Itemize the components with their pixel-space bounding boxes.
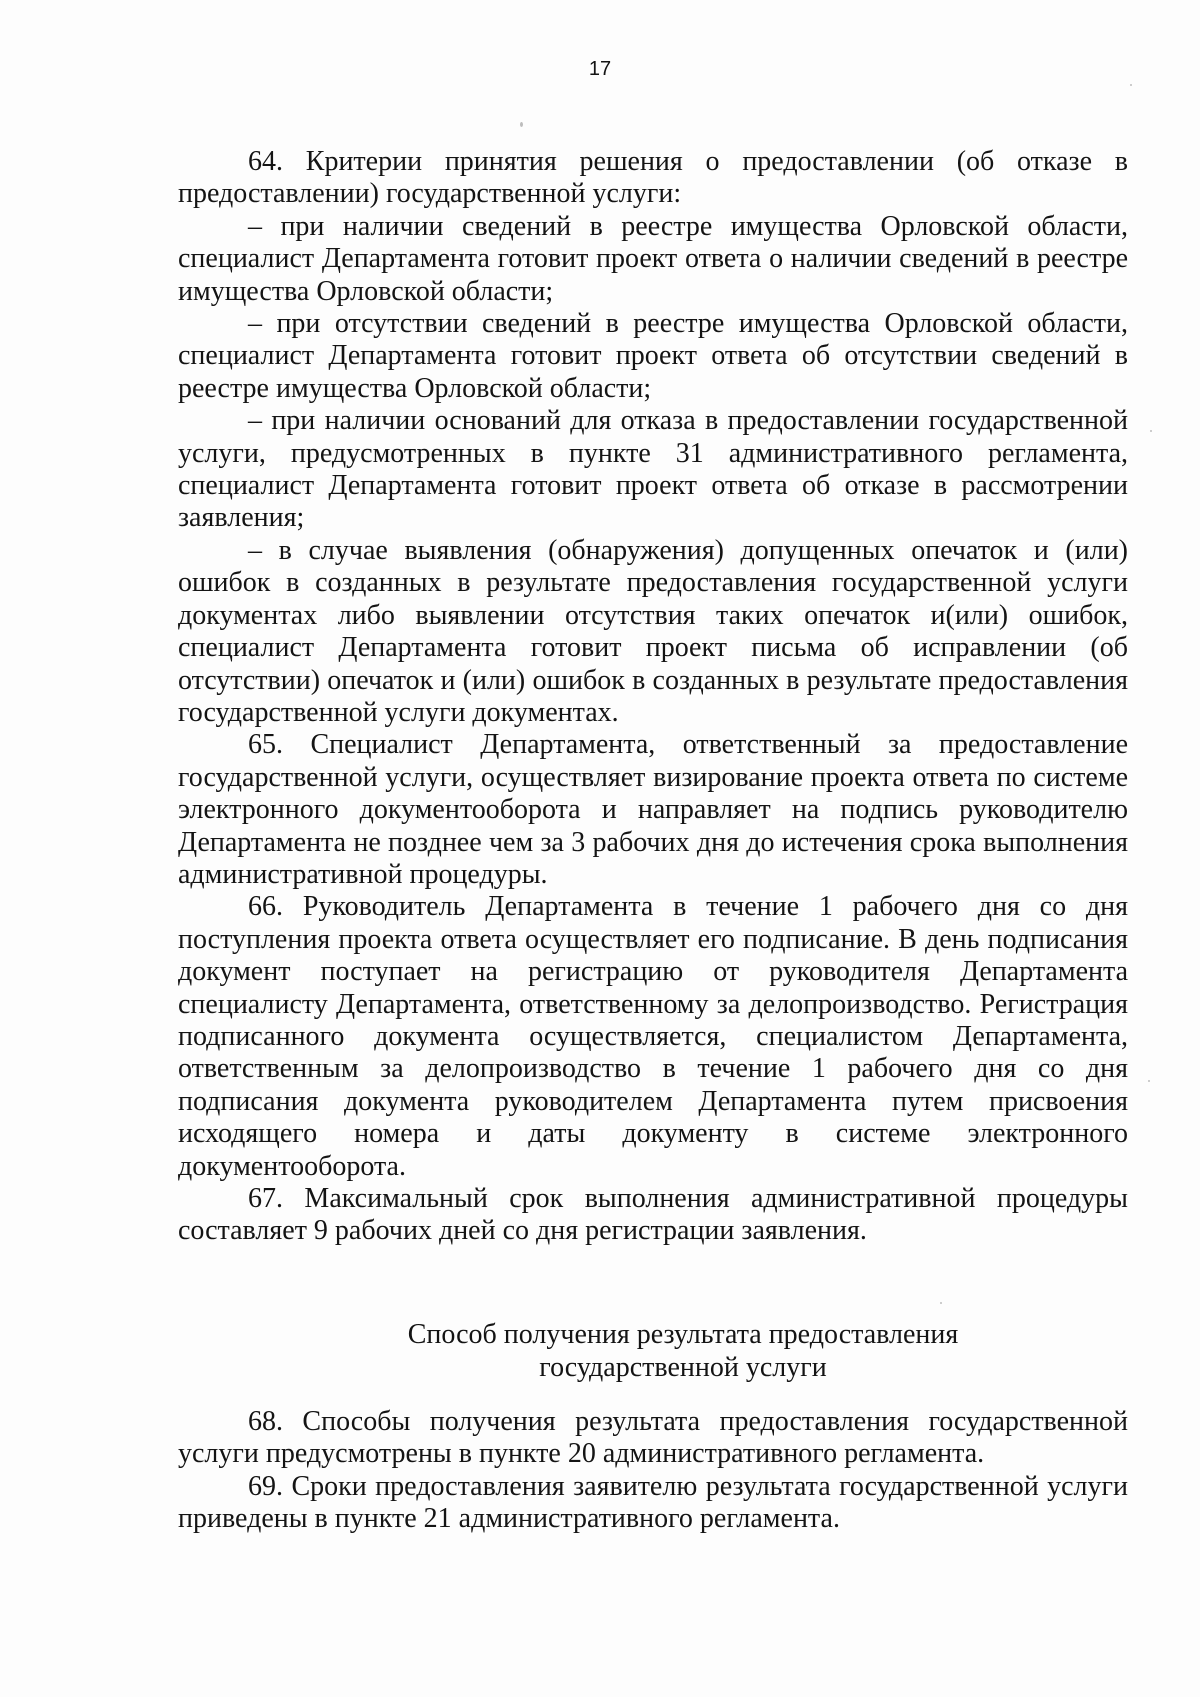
section-heading bbox=[178, 1318, 1188, 1384]
scan-speck bbox=[1148, 1080, 1150, 1082]
list-item-info-absent: – при отсутствии сведений в реестре имущества Орловской области, специалист Департамента готовит проект ответа об отсутствии сведений в реестре имущества Орловской области; bbox=[178, 308, 1128, 404]
list-item-typo-correction: – в случае выявления (обнаружения) допущенных опечаток и (или) ошибок в созданных в результате предоставления государственной услуги документах либо выявлении отсутствия таких опечаток и(или) ошибок, специалист Департамента готовит проект письма об исправлении (об отсутствии) опечаток и (или) ошибок в созданных в результате предоставления государственной услуги документах. bbox=[178, 534, 1128, 728]
body-text-bottom bbox=[178, 1406, 1128, 1536]
list-item-info-present: – при наличии сведений в реестре имущества Орловской области, специалист Департамента готовит проект ответа о наличии сведений в реестре имущества Орловской области; bbox=[178, 210, 1128, 307]
paragraph-68: 68. Способы получения результата предоставления государственной услуги предусмотрены в пункте 20 административного регламента. bbox=[178, 1406, 1128, 1470]
paragraph-67: 67. Максимальный срок выполнения административной процедуры составляет 9 рабочих дней со дня регистрации заявления. bbox=[178, 1183, 1128, 1247]
paragraph-69: 69. Сроки предоставления заявителю результата государственной услуги приведены в пункте 21 административного регламента. bbox=[178, 1470, 1128, 1535]
scan-speck bbox=[1130, 84, 1132, 86]
section-heading-line-2: государственной услуги bbox=[539, 1352, 827, 1383]
scan-speck bbox=[940, 1302, 942, 1304]
page-number: 17 bbox=[588, 58, 612, 80]
paragraph-64: 64. Критерии принятия решения о предоставлении (об отказе в предоставлении) государственной услуги: bbox=[178, 146, 1128, 210]
paragraph-66: 66. Руководитель Департамента в течение 1 рабочего дня со дня поступления проекта ответа осуществляет его подписание. В день подписания документ поступает на регистрацию от руководителя Департамента специалисту Департамента, ответственному за делопроизводство. Регистрация подписанного документа осуществляется, специалистом Департамента, ответственным за делопроизводство в течение 1 рабочего дня со дня подписания документа руководителем Департамента путем присвоения исходящего номера и даты документу в системе электронного документооборота. bbox=[178, 891, 1128, 1182]
section-heading-line-1: Способ получения результата предоставления bbox=[407, 1319, 959, 1350]
body-text-top bbox=[178, 146, 1128, 1248]
scan-speck bbox=[1150, 430, 1152, 432]
scan-speck bbox=[520, 122, 523, 127]
list-item-refusal-grounds: – при наличии оснований для отказа в предоставлении государственной услуги, предусмотренных в пункте 31 административного регламента, специалист Департамента готовит проект ответа об отказе в рассмотрении заявления; bbox=[178, 405, 1128, 534]
paragraph-65: 65. Специалист Департамента, ответственный за предоставление государственной услуги, осуществляет визирование проекта ответа по системе электронного документооборота и направляет на подпись руководителю Департамента не позднее чем за 3 рабочих дня до истечения срока выполнения административной процедуры. bbox=[178, 729, 1128, 890]
